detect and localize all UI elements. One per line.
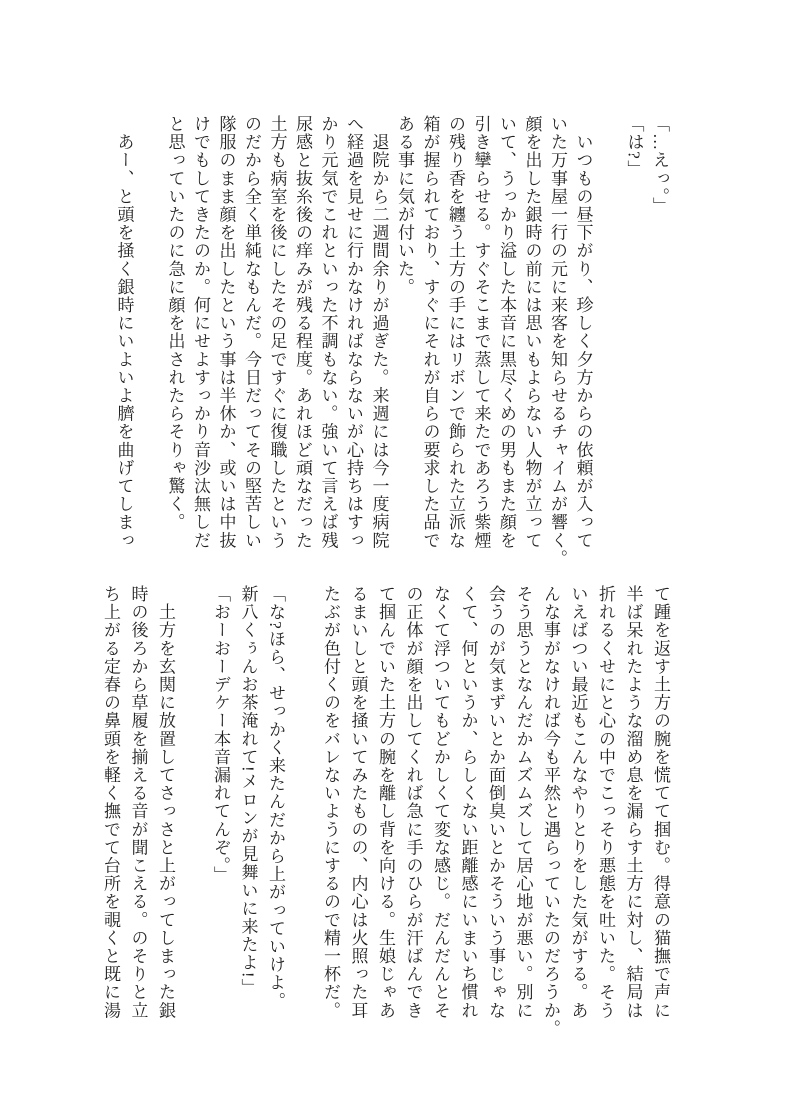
text-column: たぶが色付くのをバレないようにするので精一杯だ。: [321, 585, 340, 1020]
text-column: 「おーおーデケー本音漏れてんぞ。」: [211, 585, 230, 885]
text-column: 新八くぅんお茶淹れて!メロンが見舞いに来たよ!」: [238, 585, 258, 997]
text-column: いて、うっかり溢した本音に黒尽くめの男もまた顔を: [497, 115, 516, 550]
text-column: んな事がなければ今も平然と遇らっていたのだろうか。: [541, 585, 560, 1038]
text-block-bottom: [97, 585, 675, 1038]
text-column: のだから全く単純なもんだ。今日だってその堅苦しい: [242, 115, 261, 550]
text-column: なくて浮ついてもどかしくて変な感じ。だんだんとそ: [431, 585, 450, 1020]
text-column: の正体が顔を出してくれば急に手のひらが汗ばんでき: [403, 585, 423, 1020]
text-column: あー、と頭を掻く銀時にいよいよ臍を曲げてしまっ: [114, 115, 134, 550]
text-column: 会うのが気まずいとか面倒臭いとかそういう事じゃな: [486, 585, 505, 1020]
text-column: 顔を出した銀時の前には思いもよらない人物が立って: [522, 115, 542, 550]
text-column: るまいしと頭を掻いてみたものの、内心は火照った耳: [348, 585, 368, 1020]
text-column: 「は?」: [624, 115, 644, 178]
text-column: ち上がる定春の鼻頭を軽く撫でて台所を覗くと既に湯: [101, 585, 120, 1020]
blank-column: [137, 115, 163, 553]
text-column: て踵を返す土方の腕を慌てて掴む。得意の猫撫で声に: [651, 585, 670, 1020]
text-column: かり元気でこれといった不調もない。強いて言えば残: [318, 115, 338, 550]
text-column: 尿感と抜糸後の痒みが残る程度。あれほど頑なだった: [293, 115, 312, 550]
text-column: と思っていたのに急に顔を出されたらそりゃ驚く。: [165, 115, 185, 532]
text-column: いつもの昼下がり、珍しく夕方からの依頼が入って: [573, 115, 593, 550]
text-column: くて、何というか、らしくない距離感にいまいち慣れ: [458, 585, 478, 1020]
text-column: いえばつい最近もこんなやりとりをした気がする。あ: [568, 585, 588, 1020]
text-column: 土方も病室を後にしたその足ですぐに復職したという: [267, 115, 287, 550]
text-column: 半ば呆れたような溜め息を漏らす土方に対し、結局は: [623, 585, 643, 1020]
text-column: 「…えっ。」: [650, 115, 669, 216]
text-column: 土方を玄関に放置してさっさと上がってしまった銀: [156, 585, 175, 1020]
text-column: の残り香を纏う土方の手にはリボンで飾られた立派な: [446, 115, 465, 550]
text-column: へ経過を見せに行かなければならないが心持ちはすっ: [344, 115, 363, 550]
text-column: て掴んでいた土方の腕を離し背を向ける。生娘じゃあ: [376, 585, 395, 1020]
text-column: そう思うとなんだかムズムズして居心地が悪い。別に: [513, 585, 533, 1020]
blank-column: [596, 115, 622, 553]
text-column: 退院から二週間余りが過ぎた。来週には今一度病院: [369, 115, 389, 550]
text-column: 隊服のまま顔を出したという事は半休か、或いは中抜: [216, 115, 236, 550]
text-column: ある事に気が付いた。: [395, 115, 414, 296]
text-column: 時の後ろから草履を揃える音が聞こえる。のそりと立: [128, 585, 148, 1020]
text-column: 箱が握られており、すぐにそれが自らの要求した品で: [420, 115, 440, 550]
text-block-top: [111, 115, 672, 568]
text-column: けでもしてきたのか。何にせよすっかり音沙汰無しだ: [191, 115, 210, 550]
blank-column: [289, 585, 317, 1033]
text-column: 引き攣らせる。すぐそこまで蒸して来たであろう紫煙: [471, 115, 491, 550]
text-column: 「な?ほら、せっかく来たんだから上がっていけよ。: [266, 585, 285, 1010]
blank-column: [179, 585, 207, 1033]
text-column: いた万事屋一行の元に来客を知らせるチャイムが響く。: [548, 115, 567, 568]
text-column: 折れるくせにと心の中でこっそり悪態を吐いた。そう: [596, 585, 615, 1020]
